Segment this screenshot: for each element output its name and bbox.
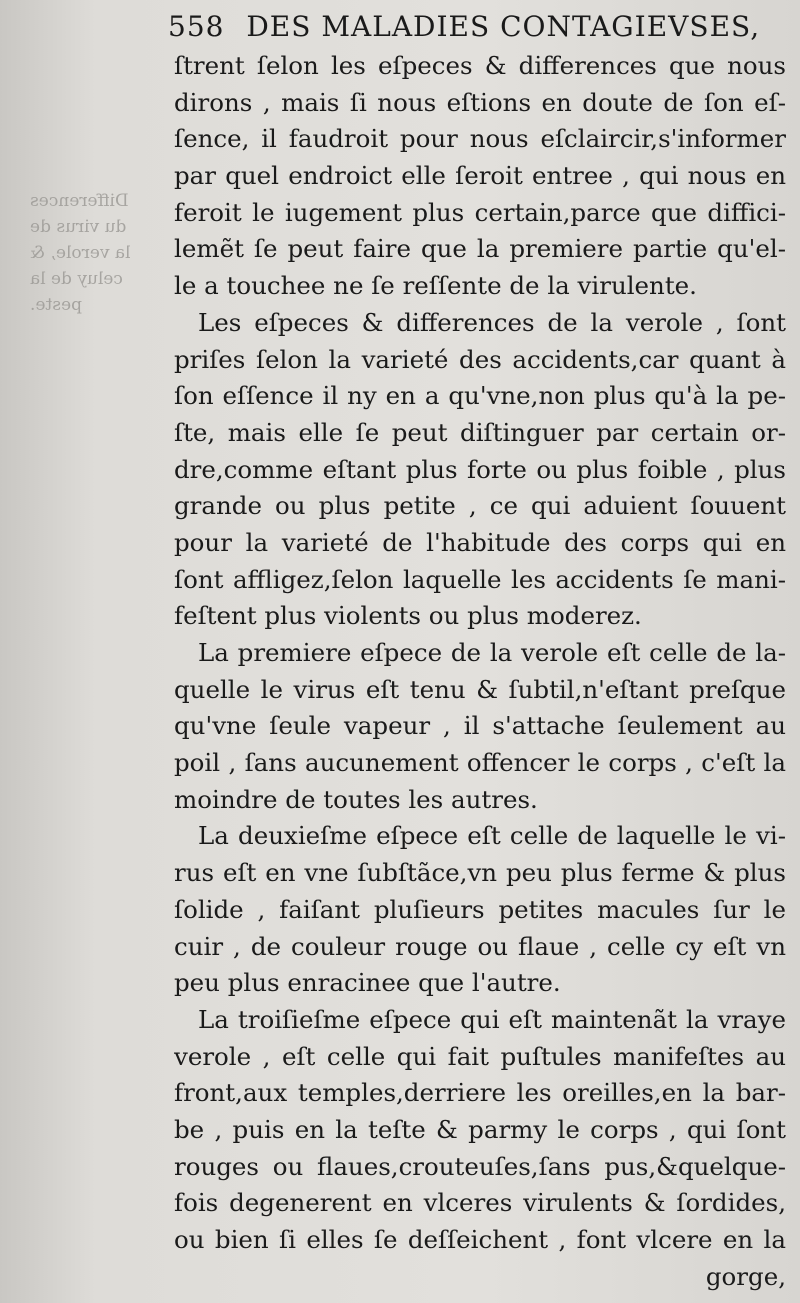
margin-note-line: la verole, & <box>30 243 131 263</box>
text-line: verole , eſt celle qui fait puſtules manifeſtes au <box>174 1041 786 1071</box>
text-line: dre,comme eſtant plus forte ou plus foible , plus <box>174 454 786 484</box>
margin-note-line: celuy de la <box>30 269 123 289</box>
text-line: moindre de toutes les autres. <box>174 784 538 814</box>
margin-note-line: Differences <box>30 191 129 211</box>
page-number: 558 <box>168 10 225 43</box>
text-line: feroit le iugement plus certain,parce que diffici- <box>174 197 786 227</box>
text-line: quelle le virus eſt tenu & ſubtil,n'eſtant preſque <box>174 674 786 704</box>
text-line: peu plus enracinee que l'autre. <box>174 968 561 998</box>
text-line: poil , ſans aucunement offencer le corps , c'eſt la <box>174 748 786 778</box>
text-line: par quel endroict elle ſeroit entree , qui nous en <box>174 161 786 191</box>
text-line: ſolide , faiſant pluſieurs petites macules ſur le <box>174 894 786 924</box>
text-line: ou bien ſi elles ſe deſſeichent , font vlcere en la <box>174 1225 786 1254</box>
text-line: be , puis en la teſte & parmy le corps , qui ſont <box>174 1114 786 1144</box>
text-line: ſence, il faudroit pour nous eſclaircir,s'informer <box>174 124 786 154</box>
text-line: ſon eſſence il ny en a qu'vne,non plus qu'à la pe- <box>174 381 786 411</box>
paragraph-start: Les eſpeces & differences de la verole , ſont <box>198 307 786 337</box>
text-line: front,aux temples,derriere les oreilles,en la bar- <box>174 1078 786 1108</box>
text-line: dirons , mais ſi nous eſtions en doute de ſon eſ- <box>174 87 786 117</box>
margin-note-line: du virus de <box>30 217 127 237</box>
margin-note <box>30 188 160 318</box>
paragraph-start: La troiſieſme eſpece qui eſt maintenãt la vraye <box>198 1004 786 1034</box>
margin-note-line: peste. <box>30 295 82 315</box>
running-title: DES MALADIES CONTAGIEVSES, <box>246 10 761 43</box>
paragraph-start: La premiere eſpece de la verole eſt celle de la- <box>198 638 786 667</box>
paragraph-start: La deuxieſme eſpece eſt celle de laquelle le vi- <box>198 821 786 851</box>
text-line: qu'vne ſeule vapeur , il s'attache ſeulement au <box>174 711 786 741</box>
text-line: priſes ſelon la varieté des accidents,car quant à <box>174 344 786 374</box>
text-line: ſont affligez,ſelon laquelle les accidents ſe mani- <box>174 564 786 594</box>
catchword: gorge, <box>705 1261 786 1291</box>
text-line: feſtent plus violents ou plus moderez. <box>174 601 642 631</box>
text-line: cuir , de couleur rouge ou flaue , celle cy eſt vn <box>174 931 786 961</box>
text-line: grande ou plus petite , ce qui aduient ſouuent <box>174 491 786 521</box>
text-line: ſtrent ſelon les eſpeces & differences que nous <box>174 51 786 80</box>
text-line: le a touchee ne ſe reſſente de la virulente. <box>174 271 697 301</box>
text-line: pour la varieté de l'habitude des corps qui en <box>174 527 786 557</box>
text-line: lemẽt ſe peut faire que la premiere partie qu'el- <box>174 234 786 264</box>
text-line: fois degenerent en vlceres virulents & ſordides, <box>174 1188 786 1218</box>
text-line: rus eſt en vne ſubſtãce,vn peu plus ferme & plus <box>174 858 786 888</box>
text-line: rouges ou flaues,crouteuſes,ſans pus,&quelque- <box>174 1151 786 1181</box>
text-line: ſte, mais elle ſe peut diſtinguer par certain or- <box>174 417 786 447</box>
body-text <box>174 48 786 1295</box>
